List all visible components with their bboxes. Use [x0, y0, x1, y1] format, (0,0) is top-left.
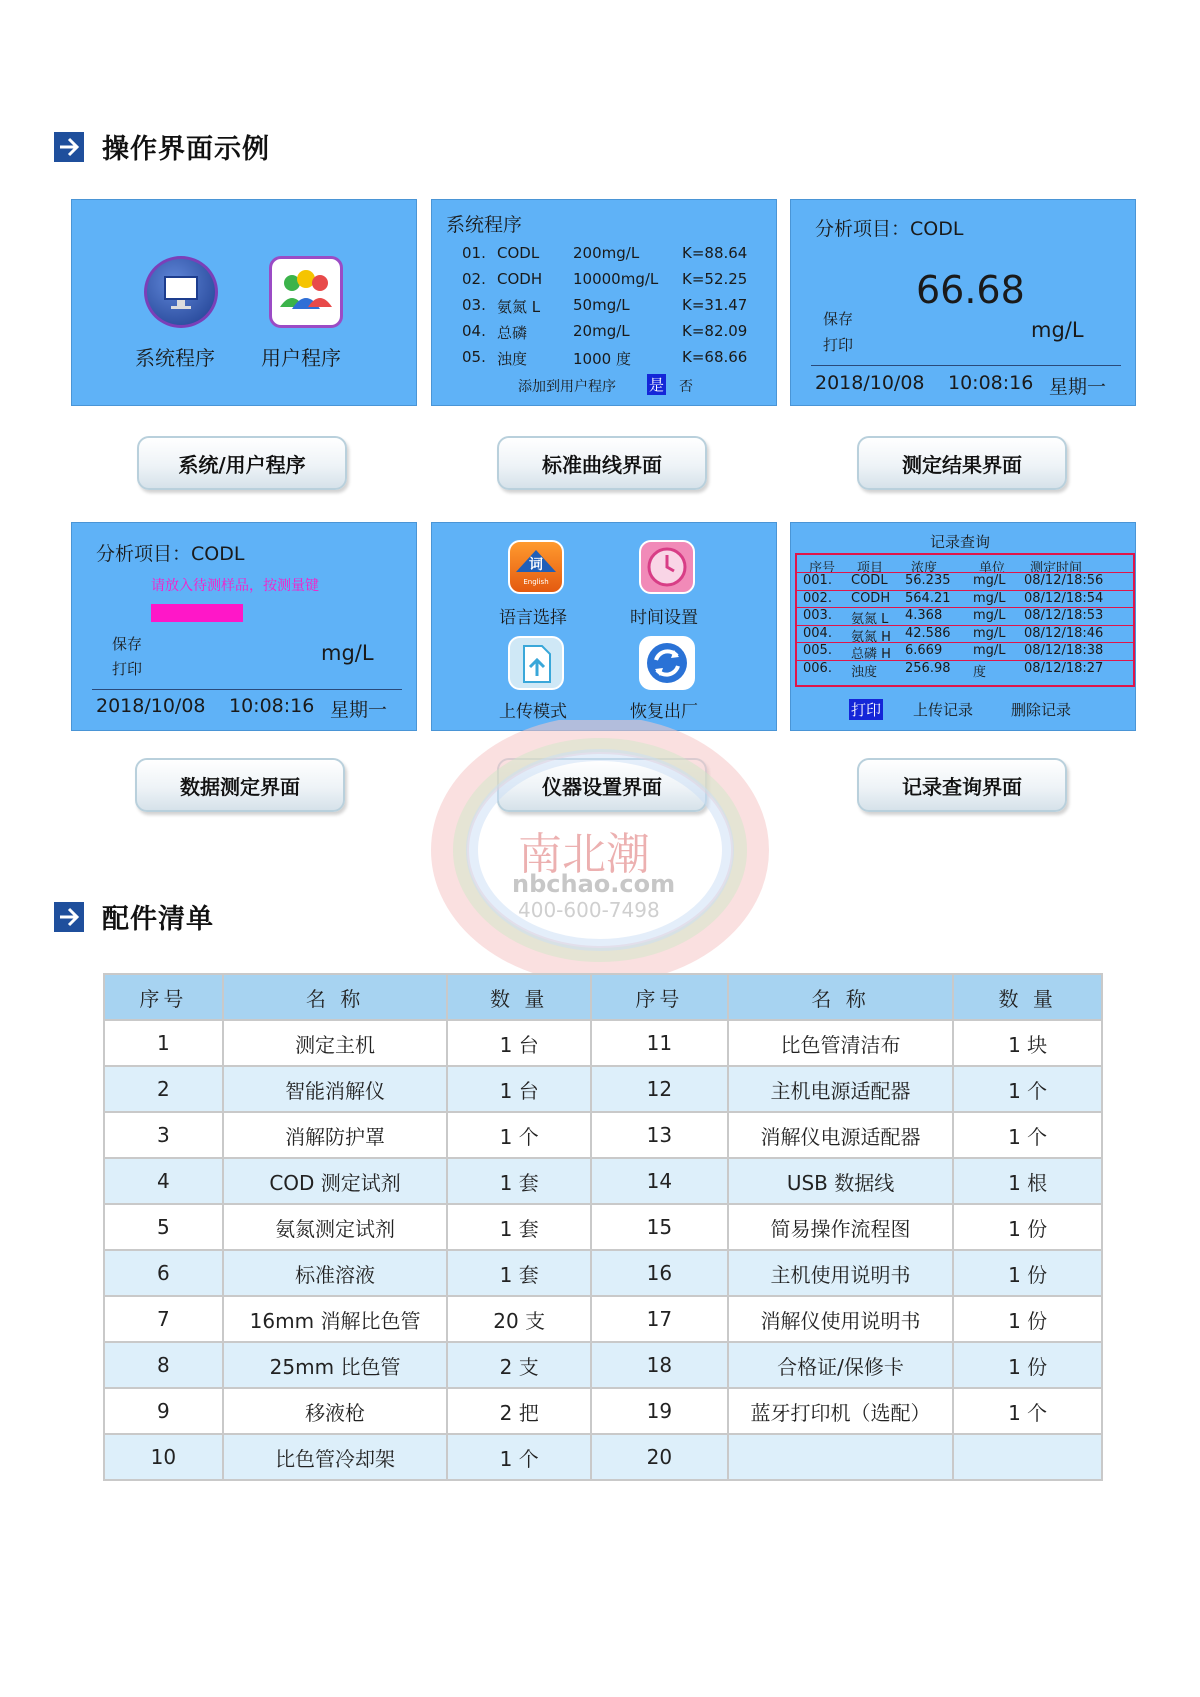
arrow-right-icon — [54, 902, 84, 932]
table-cell: 16mm 消解比色管 — [223, 1296, 448, 1342]
print-button[interactable]: 打印 — [112, 660, 143, 678]
list-item[interactable]: 03. — [462, 296, 486, 314]
table-cell: 1 — [104, 1020, 223, 1066]
table-row — [104, 1066, 1102, 1112]
table-cell: mg/L — [973, 573, 1006, 588]
list-item[interactable]: 04. — [462, 322, 486, 340]
caption-program-select: 系统/用户程序 — [137, 436, 347, 490]
program-k: K=82.09 — [682, 322, 748, 340]
table-cell: mg/L — [973, 590, 1006, 606]
table-cell: COD 测定试剂 — [223, 1158, 448, 1204]
table-cell: 1 根 — [953, 1158, 1102, 1204]
table-row[interactable] — [795, 572, 1135, 590]
monitor-icon[interactable] — [144, 256, 218, 328]
panel-title: 系统程序 — [446, 214, 523, 236]
table-cell: 14 — [591, 1158, 728, 1204]
table-cell: 合格证/保修卡 — [728, 1342, 954, 1388]
table-cell: 1 套 — [447, 1250, 591, 1296]
clock-icon[interactable] — [639, 540, 695, 594]
screen-program-select — [71, 199, 417, 406]
save-button[interactable]: 保存 — [823, 310, 854, 328]
upload-icon[interactable] — [508, 636, 564, 690]
user-program-label[interactable]: 用户程序 — [261, 346, 341, 370]
program-name: 浊度 — [497, 350, 528, 368]
table-cell: 004. — [803, 625, 832, 641]
table-cell: mg/L — [973, 608, 1006, 623]
program-k: K=88.64 — [682, 244, 748, 262]
table-row — [104, 1342, 1102, 1388]
program-range: 1000 度 — [573, 350, 631, 368]
yes-option[interactable]: 是 — [649, 376, 665, 394]
program-name: CODH — [497, 270, 543, 288]
table-cell — [728, 1434, 954, 1480]
language-select-label[interactable]: 语言选择 — [499, 608, 567, 628]
divider — [92, 689, 402, 690]
time-display: 10:08:16 — [948, 372, 1034, 394]
table-cell: 10 — [104, 1434, 223, 1480]
weekday-display: 星期一 — [1049, 376, 1107, 398]
table-cell: 1 台 — [447, 1020, 591, 1066]
section-header-interface — [54, 127, 270, 166]
table-cell: 消解仪电源适配器 — [728, 1112, 954, 1158]
table-cell: 005. — [803, 643, 832, 658]
col-header-qty: 数 量 — [953, 974, 1102, 1020]
table-cell: 15 — [591, 1204, 728, 1250]
table-cell: 度 — [973, 664, 987, 680]
program-range: 10000mg/L — [573, 270, 659, 288]
table-cell: 19 — [591, 1388, 728, 1434]
table-row — [104, 1434, 1102, 1480]
table-cell: 9 — [104, 1388, 223, 1434]
save-button[interactable]: 保存 — [112, 635, 143, 653]
table-cell: 2 把 — [447, 1388, 591, 1434]
table-cell: 氨氮 L — [851, 612, 889, 627]
result-value: 66.68 — [916, 268, 1025, 312]
table-cell: 08/12/18:27 — [1024, 660, 1104, 676]
table-cell: 08/12/18:46 — [1024, 625, 1104, 641]
table-cell: 4.368 — [905, 608, 943, 623]
result-unit: mg/L — [321, 641, 374, 665]
table-cell: 测定主机 — [223, 1020, 448, 1066]
date-display: 2018/10/08 — [96, 695, 206, 717]
col-header: 序号 — [809, 561, 836, 576]
table-cell: 56.235 — [905, 573, 951, 588]
svg-text:词: 词 — [529, 557, 543, 573]
table-cell: 1 份 — [953, 1250, 1102, 1296]
col-header-name: 名 称 — [223, 974, 448, 1020]
table-cell: 006. — [803, 660, 832, 676]
table-row — [104, 1296, 1102, 1342]
list-item[interactable]: 01. — [462, 244, 486, 262]
program-range: 50mg/L — [573, 296, 630, 314]
program-k: K=52.25 — [682, 270, 748, 288]
weekday-display: 星期一 — [330, 699, 388, 721]
screen-records — [790, 522, 1136, 731]
table-cell: 12 — [591, 1066, 728, 1112]
table-cell: 13 — [591, 1112, 728, 1158]
print-button[interactable]: 打印 — [851, 701, 882, 719]
table-cell: 18 — [591, 1342, 728, 1388]
program-k: K=31.47 — [682, 296, 748, 314]
table-cell: 1 套 — [447, 1158, 591, 1204]
table-cell: 256.98 — [905, 660, 951, 676]
delete-records-button[interactable]: 删除记录 — [1011, 701, 1072, 719]
screen-settings — [431, 522, 777, 731]
table-row[interactable] — [795, 642, 1135, 660]
table-cell: 20 支 — [447, 1296, 591, 1342]
table-cell: 6 — [104, 1250, 223, 1296]
table-cell: 17 — [591, 1296, 728, 1342]
records-title: 记录查询 — [930, 533, 991, 551]
table-cell: 1 份 — [953, 1342, 1102, 1388]
table-cell: 001. — [803, 573, 832, 588]
print-button[interactable]: 打印 — [823, 336, 854, 354]
table-cell: 氨氮测定试剂 — [223, 1204, 448, 1250]
table-cell: 1 份 — [953, 1296, 1102, 1342]
table-cell: 氨氮 H — [851, 629, 891, 645]
table-cell: 3 — [104, 1112, 223, 1158]
language-icon[interactable] — [508, 540, 564, 594]
program-range: 200mg/L — [573, 244, 640, 262]
table-cell: 4 — [104, 1158, 223, 1204]
table-cell: mg/L — [973, 643, 1006, 658]
table-cell: 1 个 — [953, 1112, 1102, 1158]
table-row — [104, 1112, 1102, 1158]
divider — [811, 365, 1121, 366]
screen-standard-curve — [431, 199, 777, 406]
screen-measure — [71, 522, 417, 731]
system-program-label[interactable]: 系统程序 — [135, 346, 215, 370]
program-name: 总磷 — [497, 324, 528, 342]
caption-measure: 数据测定界面 — [135, 758, 345, 812]
no-option[interactable]: 否 — [679, 379, 693, 395]
list-item[interactable]: 02. — [462, 270, 486, 288]
table-row — [104, 1158, 1102, 1204]
section-header-accessories — [54, 897, 214, 936]
time-setting-label[interactable]: 时间设置 — [630, 608, 698, 628]
refresh-icon[interactable] — [639, 636, 695, 690]
table-cell: 003. — [803, 608, 832, 623]
factory-reset-label[interactable]: 恢复出厂 — [630, 702, 698, 722]
table-cell: CODH — [851, 590, 891, 606]
progress-bar — [151, 604, 243, 622]
table-row[interactable] — [795, 625, 1135, 643]
table-row[interactable] — [795, 590, 1135, 608]
col-header-qty: 数 量 — [447, 974, 591, 1020]
date-display: 2018/10/08 — [815, 372, 925, 394]
upload-records-button[interactable]: 上传记录 — [913, 701, 974, 719]
add-to-user-label: 添加到用户程序 — [518, 379, 616, 395]
table-cell: 主机电源适配器 — [728, 1066, 954, 1112]
col-header-name: 名 称 — [728, 974, 954, 1020]
table-cell: 08/12/18:54 — [1024, 590, 1104, 606]
watermark-phone: 400-600-7498 — [518, 898, 660, 922]
program-name: CODL — [497, 244, 540, 262]
upload-mode-label[interactable]: 上传模式 — [499, 702, 567, 722]
table-cell: 蓝牙打印机（选配） — [728, 1388, 954, 1434]
caption-settings: 仪器设置界面 — [497, 758, 707, 812]
analysis-item-title: 分析项目：CODL — [96, 543, 245, 565]
table-cell: 5 — [104, 1204, 223, 1250]
table-cell: 简易操作流程图 — [728, 1204, 954, 1250]
table-row — [104, 1204, 1102, 1250]
table-row — [104, 1388, 1102, 1434]
users-icon[interactable] — [269, 256, 343, 328]
result-unit: mg/L — [1031, 318, 1084, 342]
table-cell: 25mm 比色管 — [223, 1342, 448, 1388]
time-display: 10:08:16 — [229, 695, 315, 717]
table-cell: 20 — [591, 1434, 728, 1480]
section-title: 操作界面示例 — [102, 134, 270, 165]
col-header-no: 序号 — [591, 974, 728, 1020]
caption-standard-curve: 标准曲线界面 — [497, 436, 707, 490]
table-cell: mg/L — [973, 625, 1006, 641]
program-range: 20mg/L — [573, 322, 630, 340]
table-cell: 消解仪使用说明书 — [728, 1296, 954, 1342]
table-cell: 002. — [803, 590, 832, 606]
watermark-domain: nbchao.com — [512, 870, 676, 898]
accessory-table-body — [104, 1020, 1102, 1480]
arrow-right-icon — [54, 132, 84, 162]
table-row[interactable] — [795, 607, 1135, 625]
table-cell: 比色管冷却架 — [223, 1434, 448, 1480]
accessory-table — [103, 973, 1103, 1481]
table-cell: 42.586 — [905, 625, 951, 641]
table-cell: 1 个 — [447, 1112, 591, 1158]
table-cell: 消解防护罩 — [223, 1112, 448, 1158]
table-cell: CODL — [851, 573, 888, 588]
program-k: K=68.66 — [682, 348, 748, 366]
table-cell: 2 支 — [447, 1342, 591, 1388]
table-cell: 564.21 — [905, 590, 951, 606]
table-cell: 标准溶液 — [223, 1250, 448, 1296]
col-header: 浓度 — [911, 561, 938, 576]
screen-result — [790, 199, 1136, 406]
table-row — [104, 1020, 1102, 1066]
col-header-no: 序号 — [104, 974, 223, 1020]
table-cell: 11 — [591, 1020, 728, 1066]
table-cell: 8 — [104, 1342, 223, 1388]
table-cell: 6.669 — [905, 643, 943, 658]
insert-sample-prompt: 请放入待测样品，按测量键 — [151, 578, 319, 594]
list-item[interactable]: 05. — [462, 348, 486, 366]
table-cell: 1 个 — [953, 1388, 1102, 1434]
table-cell — [953, 1434, 1102, 1480]
table-cell: 1 个 — [447, 1434, 591, 1480]
table-cell: 智能消解仪 — [223, 1066, 448, 1112]
table-cell: USB 数据线 — [728, 1158, 954, 1204]
table-cell: 08/12/18:38 — [1024, 643, 1104, 658]
table-cell: 16 — [591, 1250, 728, 1296]
table-cell: 1 个 — [953, 1066, 1102, 1112]
table-cell: 08/12/18:56 — [1024, 573, 1104, 588]
col-header: 项目 — [857, 561, 884, 576]
table-cell: 1 份 — [953, 1204, 1102, 1250]
table-cell: 比色管清洁布 — [728, 1020, 954, 1066]
table-cell: 2 — [104, 1066, 223, 1112]
col-header: 单位 — [979, 561, 1006, 576]
table-row[interactable] — [795, 660, 1135, 678]
table-cell: 移液枪 — [223, 1388, 448, 1434]
svg-text:English: English — [523, 578, 549, 586]
table-cell: 浊度 — [851, 664, 878, 680]
table-cell: 08/12/18:53 — [1024, 608, 1104, 623]
program-name: 氨氮 L — [497, 298, 541, 316]
table-cell: 1 台 — [447, 1066, 591, 1112]
watermark-name: 南北潮 — [518, 829, 650, 880]
analysis-item-title: 分析项目：CODL — [815, 218, 964, 240]
table-cell: 1 套 — [447, 1204, 591, 1250]
col-header: 测定时间 — [1030, 561, 1083, 576]
table-cell: 主机使用说明书 — [728, 1250, 954, 1296]
table-cell: 1 块 — [953, 1020, 1102, 1066]
section-title: 配件清单 — [102, 904, 214, 935]
table-cell: 总磷 H — [851, 647, 891, 662]
caption-result: 测定结果界面 — [857, 436, 1067, 490]
table-cell: 7 — [104, 1296, 223, 1342]
table-row — [104, 1250, 1102, 1296]
caption-records: 记录查询界面 — [857, 758, 1067, 812]
